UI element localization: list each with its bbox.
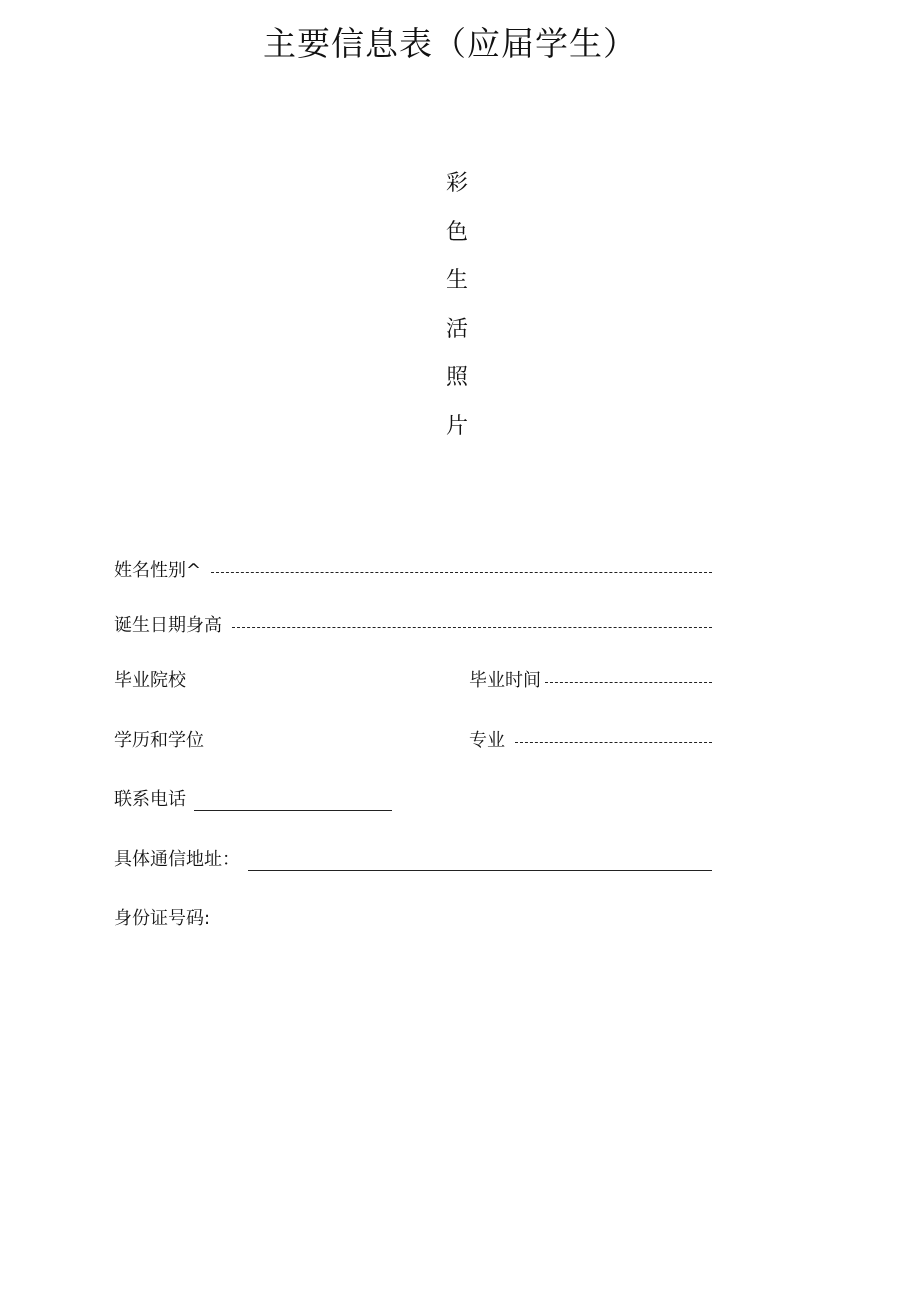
name-gender-label: 姓名性别^ [114, 560, 202, 581]
grad-time-row [469, 669, 712, 693]
birth-height-label: 诞生日期身高 [114, 615, 222, 636]
major-label: 专业 [469, 730, 505, 751]
photo-label-char: 彩 [445, 171, 468, 196]
page-title: 主要信息表（应届学生） [263, 24, 637, 63]
degree-label: 学历和学位 [114, 730, 204, 751]
phone-blank[interactable] [194, 810, 392, 811]
name-gender-row [114, 559, 712, 583]
birth-height-row [114, 614, 712, 638]
phone-row [114, 788, 392, 812]
grad-time-label: 毕业时间 [469, 670, 541, 691]
phone-label: 联系电话 [114, 789, 186, 810]
grad-time-blank[interactable] [545, 682, 712, 683]
address-label: 具体通信地址： [114, 849, 240, 870]
photo-label-char: 活 [445, 316, 468, 342]
major-row [469, 729, 712, 753]
name-gender-blank[interactable] [211, 572, 712, 573]
address-row [114, 848, 712, 872]
photo-label-char: 片 [445, 413, 468, 439]
photo-placeholder [440, 164, 474, 455]
photo-label-char: 生 [445, 268, 468, 293]
school-label: 毕业院校 [114, 670, 186, 691]
birth-height-blank[interactable] [232, 627, 712, 628]
id-number-label: 身份证号码: [114, 908, 211, 929]
major-blank[interactable] [515, 742, 712, 743]
photo-label-char: 照 [445, 365, 468, 390]
photo-label-char: 色 [445, 219, 468, 245]
address-blank[interactable] [248, 870, 712, 871]
